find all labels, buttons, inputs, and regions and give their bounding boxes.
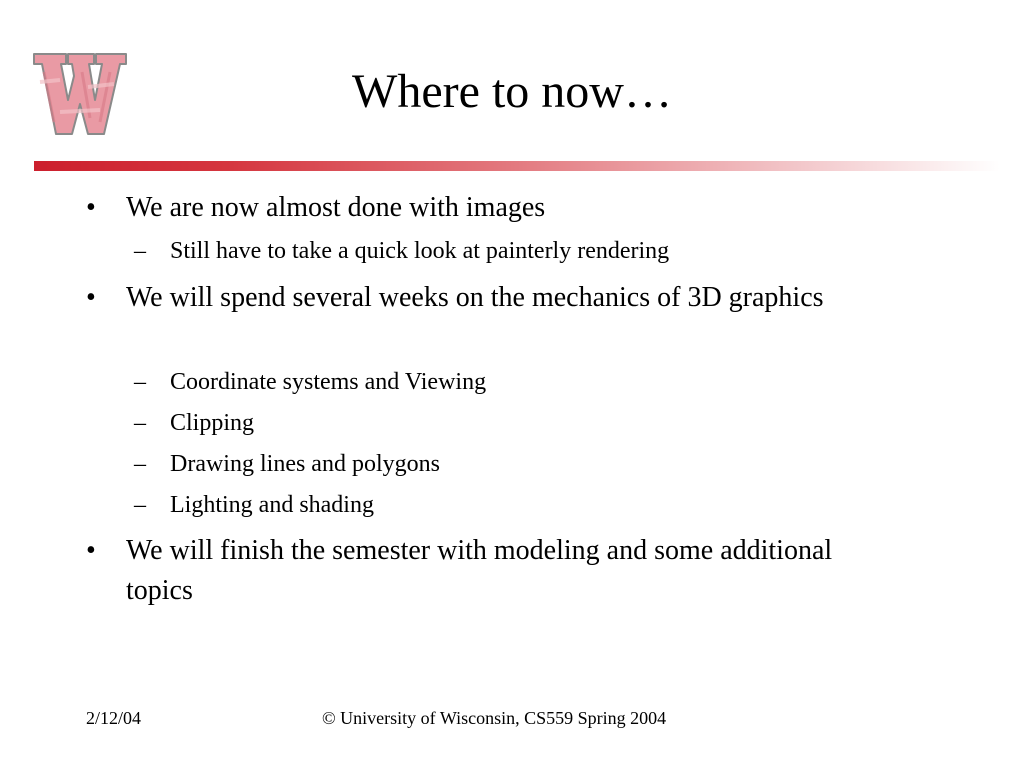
sub-bullet-item: Lighting and shading: [170, 492, 374, 518]
sub-bullet-marker: –: [134, 410, 146, 436]
sub-bullet-marker: –: [134, 238, 146, 264]
bullet-marker: •: [86, 535, 96, 566]
sub-bullet-marker: –: [134, 451, 146, 477]
bullet-item: We will spend several weeks on the mechanics of 3D graphics: [126, 282, 824, 313]
bullet-item: We are now almost done with images: [126, 192, 546, 223]
sub-bullet-marker: –: [134, 369, 146, 395]
bullet-marker: •: [86, 192, 96, 223]
bullet-marker: •: [86, 282, 96, 313]
sub-bullet-item: Still have to take a quick look at painterly rendering: [170, 238, 670, 264]
footer-copyright: © University of Wisconsin, CS559 Spring 2004: [322, 708, 667, 728]
sub-bullet-item: Clipping: [170, 410, 255, 436]
sub-bullet-item: Drawing lines and polygons: [170, 451, 440, 477]
sub-bullet-item: Coordinate systems and Viewing: [170, 369, 487, 395]
bullet-item: We will finish the semester with modeling and some additional topics: [126, 535, 833, 606]
sub-bullet-marker: –: [134, 492, 146, 518]
slide-title: Where to now…: [352, 65, 672, 118]
footer-date: 2/12/04: [86, 708, 142, 728]
